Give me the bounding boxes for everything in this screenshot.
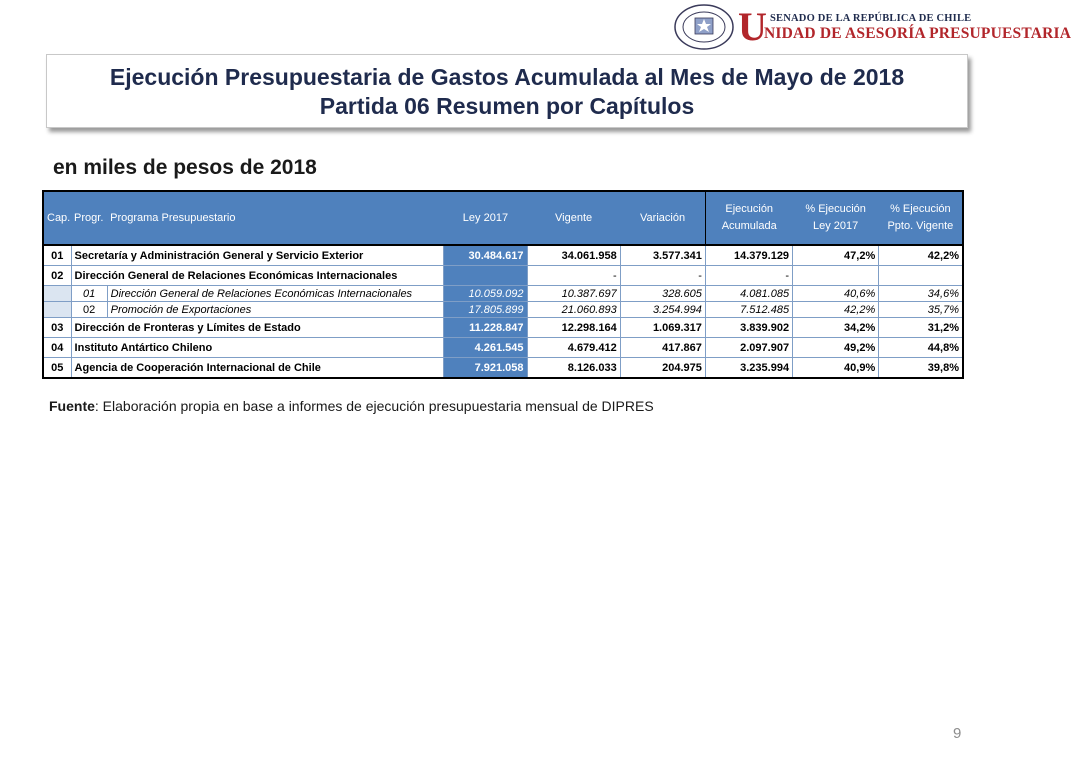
subtitle: en miles de pesos de 2018: [53, 156, 317, 179]
cell-progr: 01: [71, 286, 107, 302]
cell-variacion: 328.605: [620, 286, 705, 302]
cell-variacion: 417.867: [620, 338, 705, 358]
cell-ley: 10.059.092: [444, 286, 527, 302]
table-row: [43, 245, 963, 266]
cell-cap: [43, 286, 71, 302]
cell-vigente: 4.679.412: [527, 338, 620, 358]
cell-pct-ley: 47,2%: [793, 245, 879, 266]
table-row: [43, 338, 963, 358]
page-number: 9: [953, 725, 962, 742]
cell-pct-vigente: 39,8%: [879, 358, 963, 379]
header-pct-vigente: [879, 191, 963, 245]
cell-programa: Secretaría y Administración General y Servicio Exterior: [71, 245, 444, 266]
cell-vigente: 21.060.893: [527, 302, 620, 318]
cell-pct-ley: 42,2%: [793, 302, 879, 318]
table-row: [43, 286, 963, 302]
cell-pct-vigente: 34,6%: [879, 286, 963, 302]
table-header-row: [43, 191, 963, 245]
senado-logo: [672, 2, 1071, 52]
cell-variacion: 1.069.317: [620, 318, 705, 338]
cell-programa: Instituto Antártico Chileno: [71, 338, 444, 358]
source-label: Fuente: [49, 398, 95, 414]
senado-text: SENADO DE LA REPÚBLICA DE CHILE: [770, 13, 972, 24]
header-pct-ley-line2: Ley 2017: [813, 220, 859, 232]
header-pct-ley-line1: % Ejecución: [805, 203, 866, 215]
cell-variacion: -: [620, 266, 705, 286]
source-note: [49, 398, 654, 414]
cell-pct-ley: 49,2%: [793, 338, 879, 358]
header-pct-vigente-line2: Ppto. Vigente: [887, 220, 954, 232]
table-row: [43, 266, 963, 286]
cell-vigente: 10.387.697: [527, 286, 620, 302]
cell-cap: 05: [43, 358, 71, 379]
cell-ley: 7.921.058: [444, 358, 527, 379]
header-pct-vigente-line1: % Ejecución: [890, 203, 951, 215]
cell-programa: Dirección General de Relaciones Económicas Internacionales: [71, 266, 444, 286]
cell-vigente: 8.126.033: [527, 358, 620, 379]
cell-ejecucion: 3.839.902: [705, 318, 792, 338]
header-programa: Programa Presupuestario: [107, 191, 444, 245]
unidad-text: NIDAD DE ASESORÍA PRESUPUESTARIA: [764, 25, 1071, 42]
cell-ley: 4.261.545: [444, 338, 527, 358]
cell-cap: 03: [43, 318, 71, 338]
senado-seal-icon: [674, 4, 734, 50]
cell-ley: 30.484.617: [444, 245, 527, 266]
cell-programa: Agencia de Cooperación Internacional de Chile: [71, 358, 444, 379]
source-text: : Elaboración propia en base a informes de ejecución presupuestaria mensual de DIPRES: [94, 398, 654, 414]
cell-pct-ley: 40,6%: [793, 286, 879, 302]
cell-pct-vigente: 35,7%: [879, 302, 963, 318]
title-box: [46, 54, 968, 128]
table-row: [43, 318, 963, 338]
header-progr: Progr.: [71, 191, 107, 245]
cell-ley: 11.228.847: [444, 318, 527, 338]
cell-cap: 01: [43, 245, 71, 266]
cell-ley: [444, 266, 527, 286]
cell-cap: [43, 302, 71, 318]
cell-vigente: 12.298.164: [527, 318, 620, 338]
title-line-2: Partida 06 Resumen por Capítulos: [319, 93, 695, 119]
cell-pct-ley: 34,2%: [793, 318, 879, 338]
header-ley: Ley 2017: [444, 191, 527, 245]
table-row: [43, 302, 963, 318]
cell-ley: 17.805.899: [444, 302, 527, 318]
cell-vigente: -: [527, 266, 620, 286]
header-cap: Cap.: [43, 191, 71, 245]
header-pct-ley: [793, 191, 879, 245]
cell-programa: Promoción de Exportaciones: [107, 302, 444, 318]
cell-ejecucion: 2.097.907: [705, 338, 792, 358]
cell-ejecucion: 14.379.129: [705, 245, 792, 266]
table-row: [43, 358, 963, 379]
cell-pct-ley: 40,9%: [793, 358, 879, 379]
cell-pct-ley: [793, 266, 879, 286]
cell-cap: 02: [43, 266, 71, 286]
header-ejecucion-line1: Ejecución: [725, 203, 774, 215]
header-vigente: Vigente: [527, 191, 620, 245]
cell-ejecucion: 7.512.485: [705, 302, 792, 318]
cell-ejecucion: -: [705, 266, 792, 286]
cell-vigente: 34.061.958: [527, 245, 620, 266]
cell-pct-vigente: 44,8%: [879, 338, 963, 358]
cell-pct-vigente: 42,2%: [879, 245, 963, 266]
cell-variacion: 3.577.341: [620, 245, 705, 266]
header-ejecucion: [705, 191, 792, 245]
logo-letter: U: [738, 4, 767, 49]
cell-programa: Dirección General de Relaciones Económicas Internacionales: [107, 286, 444, 302]
budget-table: [42, 190, 964, 379]
cell-variacion: 3.254.994: [620, 302, 705, 318]
cell-ejecucion: 4.081.085: [705, 286, 792, 302]
cell-progr: 02: [71, 302, 107, 318]
cell-variacion: 204.975: [620, 358, 705, 379]
cell-pct-vigente: 31,2%: [879, 318, 963, 338]
cell-pct-vigente: [879, 266, 963, 286]
cell-ejecucion: 3.235.994: [705, 358, 792, 379]
cell-programa: Dirección de Fronteras y Límites de Estado: [71, 318, 444, 338]
title-line-1: Ejecución Presupuestaria de Gastos Acumulada al Mes de Mayo de 2018: [109, 64, 905, 90]
header-variacion: Variación: [620, 191, 705, 245]
header-ejecucion-line2: Acumulada: [721, 220, 777, 232]
cell-cap: 04: [43, 338, 71, 358]
